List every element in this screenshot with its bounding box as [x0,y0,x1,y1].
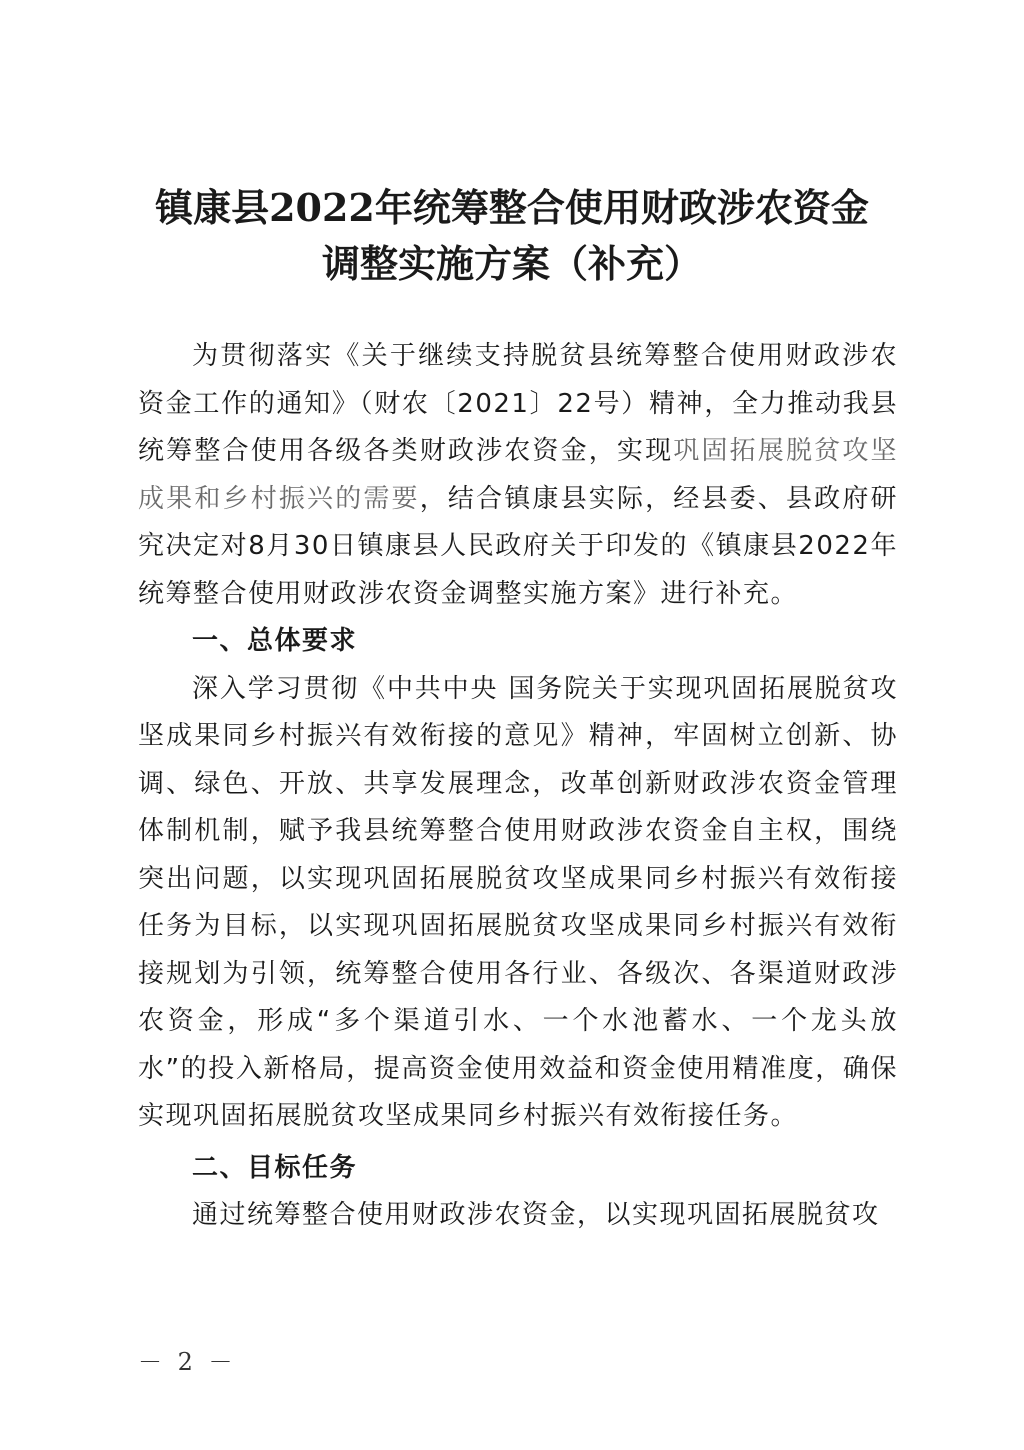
intro-paragraph [138,333,898,618]
title-line-2: 调整实施方案（补充） [321,241,702,286]
intro-text-1: 为贯彻落实《关于继续支持脱贫县统筹整合使用财政涉农资金工作的通知》（财农〔2021〕22号）精神，全力推动我县统筹整合使用各级各类财政涉农资金，实现 [138,341,898,466]
section-paragraph-2: 通过统筹整合使用财政涉农资金，以实现巩固拓展脱贫攻 [192,1200,880,1230]
document-title [120,180,904,292]
intro-text-3: ，结合镇康县实际，经县委、县政府研究决定对8月30日镇康县人民政府关于印发的《镇康县2022年统筹整合使用财政涉农资金调整实施方案》进行补充。 [138,483,898,609]
title-line-1: 镇康县2022年统筹整合使用财政涉农资金 [155,185,869,230]
intro-text-grey: 巩固拓展脱贫攻坚成果和乡村振兴的需要 [138,436,898,514]
page-number: － 2 － [138,1348,237,1376]
section-heading-2: 二、目标任务 [192,1152,358,1183]
section-paragraph-1: 深入学习贯彻《中共中央 国务院关于实现巩固拓展脱贫攻坚成果同乡村振兴有效衔接的意见》精神，牢固树立创新、协调、绿色、开放、共享发展理念，改革创新财政涉农资金管理体制机制，赋予我县统筹整合使用财政涉农资金自主权，围绕突出问题，以实现巩固拓展脱贫攻坚成果同乡村振兴有效衔接任务为目标，以实现巩固拓展脱贫攻坚成果同乡村振兴有效衔接规划为引领，统筹整合使用各行业、各级次、各渠道财政涉农资金，形成“多个渠道引水、一个水池蓄水、一个龙头放水”的投入新格局，提高资金使用效益和资金使用精准度，确保实现巩固拓展脱贫攻坚成果同乡村振兴有效衔接任务。 [138,673,898,1131]
section-heading-1: 一、总体要求 [192,626,358,656]
document-body [138,333,898,1240]
